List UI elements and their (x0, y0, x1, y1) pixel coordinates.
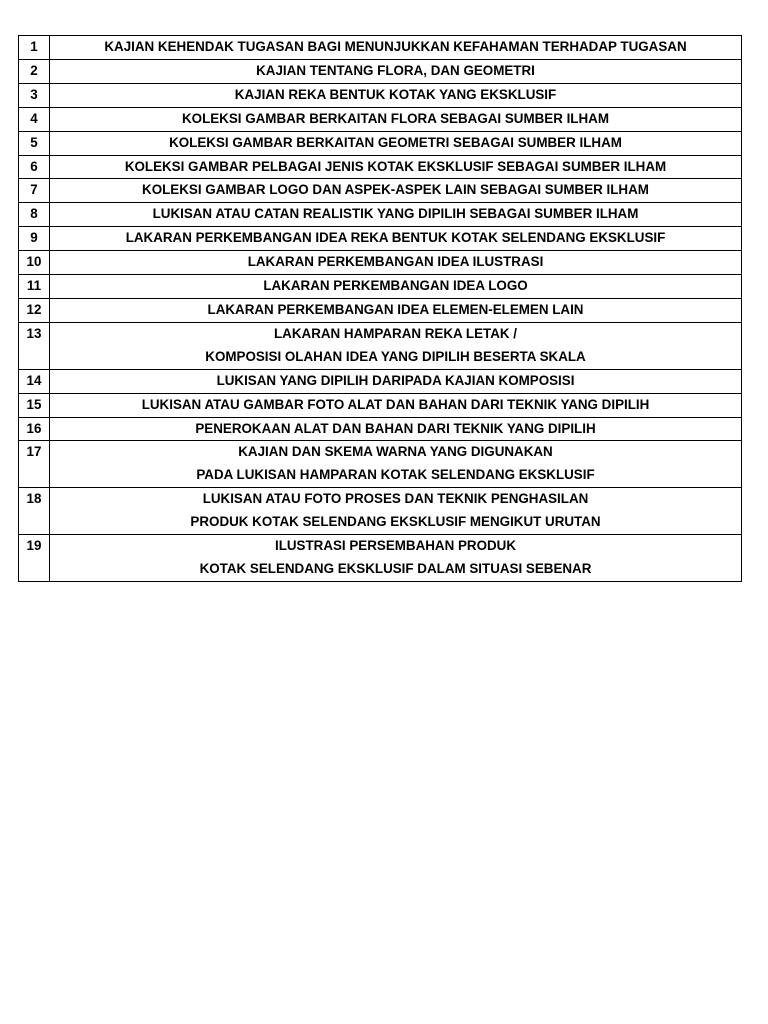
description-line: KAJIAN TENTANG FLORA, DAN GEOMETRI (256, 62, 535, 78)
description-line: KOLEKSI GAMBAR BERKAITAN GEOMETRI SEBAGAI SUMBER ILHAM (169, 134, 622, 150)
description-line: KOLEKSI GAMBAR PELBAGAI JENIS KOTAK EKSKLUSIF SEBAGAI SUMBER ILHAM (124, 158, 667, 174)
table-row (19, 155, 742, 179)
description-line: KOTAK SELENDANG EKSKLUSIF DALAM SITUASI SEBENAR (199, 560, 592, 576)
description-line: LAKARAN HAMPARAN REKA LETAK / (274, 325, 517, 341)
table-row (19, 393, 742, 417)
description-line: LAKARAN PERKEMBANGAN IDEA ELEMEN-ELEMEN LAIN (207, 301, 584, 317)
table-row (19, 488, 742, 535)
table-row (19, 131, 742, 155)
row-description (50, 298, 742, 322)
row-description (50, 107, 742, 131)
row-number: 4 (19, 107, 50, 131)
table-row (19, 203, 742, 227)
description-line: KOMPOSISI OLAHAN IDEA YANG DIPILIH BESERTA SKALA (205, 348, 586, 364)
table-row (19, 322, 742, 369)
row-description (50, 322, 742, 369)
row-number: 11 (19, 275, 50, 299)
row-description (50, 36, 742, 60)
description-line: PADA LUKISAN HAMPARAN KOTAK SELENDANG EKSKLUSIF (196, 467, 595, 483)
row-number: 16 (19, 417, 50, 441)
row-number: 5 (19, 131, 50, 155)
row-description (50, 369, 742, 393)
row-description (50, 155, 742, 179)
description-line: KOLEKSI GAMBAR BERKAITAN FLORA SEBAGAI SUMBER ILHAM (181, 110, 609, 126)
description-line: LAKARAN PERKEMBANGAN IDEA REKA BENTUK KOTAK SELENDANG EKSKLUSIF (125, 230, 666, 246)
checklist-body (19, 36, 742, 582)
description-line: LUKISAN ATAU FOTO PROSES DAN TEKNIK PENGHASILAN (202, 491, 589, 507)
description-line: LAKARAN PERKEMBANGAN IDEA ILUSTRASI (247, 254, 544, 270)
table-row (19, 441, 742, 488)
description-line: PENEROKAAN ALAT DAN BAHAN DARI TEKNIK YANG DIPILIH (195, 420, 596, 436)
row-number: 17 (19, 441, 50, 488)
table-row (19, 251, 742, 275)
row-number: 3 (19, 83, 50, 107)
row-description (50, 179, 742, 203)
description-line: KOLEKSI GAMBAR LOGO DAN ASPEK-ASPEK LAIN SEBAGAI SUMBER ILHAM (142, 182, 649, 198)
row-number: 7 (19, 179, 50, 203)
description-line: KAJIAN DAN SKEMA WARNA YANG DIGUNAKAN (238, 444, 553, 460)
table-row (19, 275, 742, 299)
table-row (19, 179, 742, 203)
description-line: LAKARAN PERKEMBANGAN IDEA LOGO (263, 278, 528, 294)
row-number: 6 (19, 155, 50, 179)
row-description (50, 535, 742, 582)
row-description (50, 131, 742, 155)
row-description (50, 488, 742, 535)
checklist-table (18, 35, 742, 582)
row-number: 15 (19, 393, 50, 417)
row-number: 9 (19, 227, 50, 251)
row-number: 13 (19, 322, 50, 369)
table-row (19, 59, 742, 83)
row-number: 8 (19, 203, 50, 227)
row-description (50, 203, 742, 227)
row-number: 19 (19, 535, 50, 582)
description-line: LUKISAN ATAU CATAN REALISTIK YANG DIPILIH SEBAGAI SUMBER ILHAM (152, 206, 639, 222)
table-row (19, 535, 742, 582)
description-line: ILUSTRASI PERSEMBAHAN PRODUK (274, 538, 517, 554)
description-line: PRODUK KOTAK SELENDANG EKSKLUSIF MENGIKUT URUTAN (190, 514, 601, 530)
description-line: LUKISAN ATAU GAMBAR FOTO ALAT DAN BAHAN DARI TEKNIK YANG DIPILIH (141, 396, 650, 412)
row-description (50, 59, 742, 83)
row-description (50, 393, 742, 417)
table-row (19, 83, 742, 107)
row-number: 2 (19, 59, 50, 83)
row-description (50, 275, 742, 299)
description-line: KAJIAN KEHENDAK TUGASAN BAGI MENUNJUKKAN KEFAHAMAN TERHADAP TUGASAN (104, 39, 687, 54)
row-number: 10 (19, 251, 50, 275)
table-row (19, 369, 742, 393)
row-number: 1 (19, 36, 50, 60)
row-description (50, 441, 742, 488)
row-description (50, 227, 742, 251)
table-row (19, 417, 742, 441)
table-row (19, 107, 742, 131)
row-number: 18 (19, 488, 50, 535)
row-description (50, 251, 742, 275)
row-description (50, 83, 742, 107)
row-number: 14 (19, 369, 50, 393)
description-line: KAJIAN REKA BENTUK KOTAK YANG EKSKLUSIF (234, 86, 557, 102)
table-row (19, 227, 742, 251)
table-row (19, 298, 742, 322)
description-line: LUKISAN YANG DIPILIH DARIPADA KAJIAN KOMPOSISI (216, 372, 575, 388)
table-row (19, 36, 742, 60)
row-number: 12 (19, 298, 50, 322)
row-description (50, 417, 742, 441)
